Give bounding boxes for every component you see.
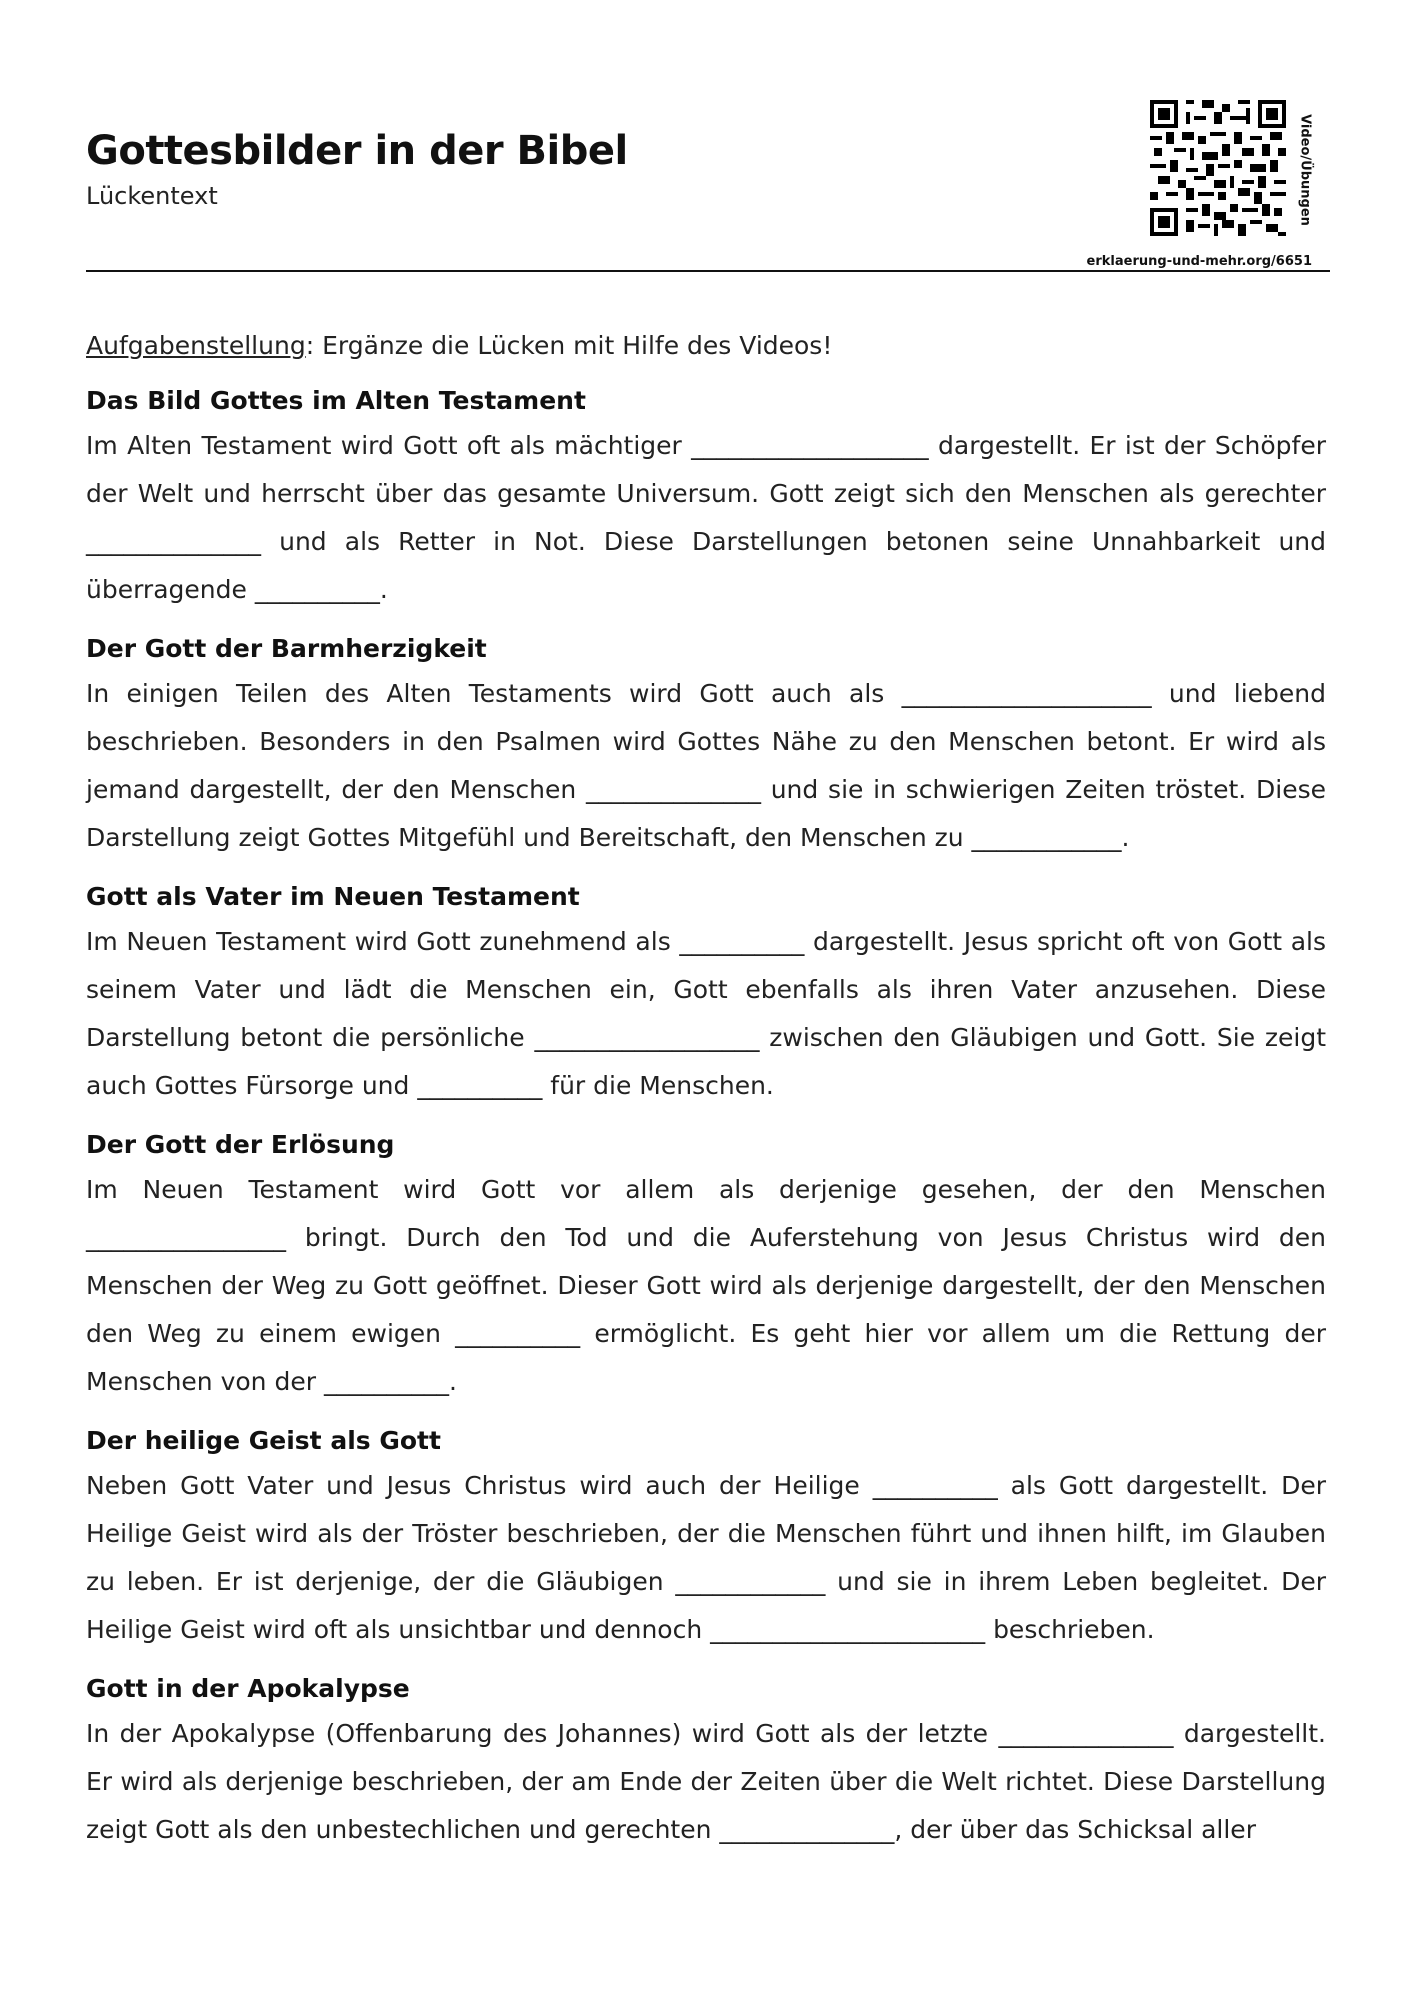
header-divider — [86, 270, 1330, 272]
section-heading: Der heilige Geist als Gott — [86, 1426, 441, 1455]
worksheet-content — [86, 322, 1326, 1868]
section-erloesung — [86, 1124, 1326, 1406]
section-heiliger-geist — [86, 1420, 1326, 1654]
section-barmherzigkeit — [86, 628, 1326, 862]
source-url[interactable]: erklaerung-und-mehr.org/6651 — [1086, 254, 1312, 269]
qr-code-icon[interactable] — [1150, 100, 1286, 236]
section-text: Neben Gott Vater und Jesus Christus wird auch der Heilige __________ als Gott dargestellt. Der Heilige Geist wird als der Tröster beschrieben, der die Menschen führt und ihnen hilft, im Glauben zu leben. Er ist derjenige, der die Gläubigen ____________ und sie in ihrem Leben begleitet. Der Heilige Geist wird oft als unsichtbar und dennoch ______________________ beschrieben. — [86, 1471, 1326, 1644]
section-apokalypse — [86, 1668, 1326, 1854]
section-heading: Gott als Vater im Neuen Testament — [86, 882, 580, 911]
section-text: In der Apokalypse (Offenbarung des Johannes) wird Gott als der letzte ______________ dargestellt. Er wird als derjenige beschrieben, der am Ende der Zeiten über die Welt richtet. Diese Darstellung zeigt Gott als den unbestechlichen und gerechten ______________, der über das Schicksal aller — [86, 1719, 1326, 1844]
section-altes-testament — [86, 380, 1326, 614]
section-vater — [86, 876, 1326, 1110]
task-label: Aufgabenstellung — [86, 331, 306, 360]
qr-side-label: Video/Übungen — [1297, 114, 1313, 226]
section-text: Im Alten Testament wird Gott oft als mächtiger ___________________ dargestellt. Er ist der Schöpfer der Welt und herrscht über das gesamte Universum. Gott zeigt sich den Menschen als gerechter ______________ und als Retter in Not. Diese Darstellungen betonen seine Unnahbarkeit und überragende __________. — [86, 431, 1326, 604]
section-heading: Gott in der Apokalypse — [86, 1674, 410, 1703]
section-heading: Der Gott der Erlösung — [86, 1130, 395, 1159]
task-instruction — [86, 322, 1326, 370]
section-heading: Das Bild Gottes im Alten Testament — [86, 386, 586, 415]
page-subtitle: Lückentext — [86, 182, 218, 210]
section-text: Im Neuen Testament wird Gott zunehmend als __________ dargestellt. Jesus spricht oft von Gott als seinem Vater und lädt die Menschen ein, Gott ebenfalls als ihren Vater anzusehen. Diese Darstellung betont die persönliche __________________ zwischen den Gläubigen und Gott. Sie zeigt auch Gottes Fürsorge und __________ für die Menschen. — [86, 927, 1326, 1100]
task-text: : Ergänze die Lücken mit Hilfe des Videos! — [305, 331, 833, 360]
section-text: Im Neuen Testament wird Gott vor allem als derjenige gesehen, der den Menschen ________________ bringt. Durch den Tod und die Auferstehung von Jesus Christus wird den Menschen der Weg zu Gott geöffnet. Dieser Gott wird als derjenige dargestellt, der den Menschen den Weg zu einem ewigen __________ ermöglicht. Es geht hier vor allem um die Rettung der Menschen von der __________. — [86, 1175, 1326, 1396]
section-heading: Der Gott der Barmherzigkeit — [86, 634, 487, 663]
section-text: In einigen Teilen des Alten Testaments wird Gott auch als ____________________ und liebend beschrieben. Besonders in den Psalmen wird Gottes Nähe zu den Menschen betont. Er wird als jemand dargestellt, der den Menschen ______________ und sie in schwierigen Zeiten tröstet. Diese Darstellung zeigt Gottes Mitgefühl und Bereitschaft, den Menschen zu ____________. — [86, 679, 1326, 852]
page-title: Gottesbilder in der Bibel — [86, 128, 628, 174]
